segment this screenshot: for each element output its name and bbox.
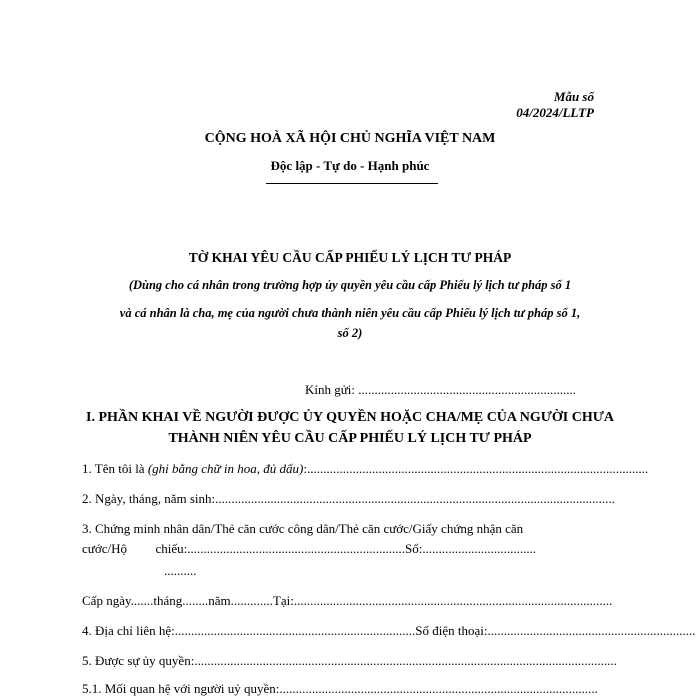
field-id-number-label: Số: <box>404 541 423 556</box>
recipient-input[interactable]: ................................................................... <box>358 382 577 397</box>
field-issue-month-label: tháng <box>153 593 183 608</box>
field-address <box>82 623 696 639</box>
field-id-number-input[interactable]: ................................... <box>422 541 537 556</box>
field-issue-day-label: Cấp ngày <box>82 593 131 608</box>
field-full-name-label: 1. Tên tôi là <box>82 461 148 476</box>
field-issue-day-input[interactable]: ....... <box>130 593 154 608</box>
form-number-code: 04/2024/LLTP <box>516 105 594 120</box>
field-birth-date-input[interactable]: ........................................................................................................................... <box>215 491 615 506</box>
country-motto: Độc lập - Tự do - Hạnh phúc <box>270 158 430 173</box>
section1-title-line1: I. PHẦN KHAI VỀ NGƯỜI ĐƯỢC ỦY QUYỀN HOẶC CHA/MẸ CỦA NGƯỜI CHƯA <box>86 410 614 425</box>
section1-title-line2: THÀNH NIÊN YÊU CẦU CẤP PHIẾU LÝ LỊCH TƯ PHÁP <box>168 431 532 446</box>
document-title: TỜ KHAI YÊU CẦU CẤP PHIẾU LÝ LỊCH TƯ PHÁP <box>188 250 512 265</box>
field-relationship <box>82 681 598 697</box>
field-issue-place-label: Tại: <box>272 593 294 608</box>
field-authorized-by <box>82 653 617 669</box>
field-address-input[interactable]: .......................................................................... <box>174 623 416 638</box>
field-phone-label: Số điện thoại: <box>415 623 488 638</box>
field-issue-year-label: năm <box>208 593 231 608</box>
field-id-doc-line2 <box>82 541 536 557</box>
document-subtitle-line2: và cá nhân là cha, mẹ của người chưa thành niên yêu cầu cấp Phiếu lý lịch tư pháp số 1, <box>119 306 581 320</box>
field-id-doc-label-b: chiếu: <box>155 541 188 556</box>
field-id-doc-line3[interactable]: .......... <box>164 563 197 578</box>
field-birth-date <box>82 491 615 507</box>
field-full-name <box>82 461 648 477</box>
field-issue-info <box>82 593 612 609</box>
field-issue-year-input[interactable]: ............. <box>230 593 273 608</box>
field-id-doc-line1: 3. Chứng minh nhân dân/Thẻ căn cước công dân/Thẻ căn cước/Giấy chứng nhận căn <box>82 521 524 536</box>
form-number-label: Mẫu số <box>553 89 594 104</box>
country-header: CỘNG HOÀ XÃ HỘI CHỦ NGHĨA VIỆT NAM <box>204 131 496 146</box>
field-issue-month-input[interactable]: ........ <box>182 593 209 608</box>
field-authorized-by-input[interactable]: .................................................................................................................................. <box>194 653 617 668</box>
field-relationship-input[interactable]: .................................................................................................. <box>279 681 598 696</box>
field-issue-place-input[interactable]: .................................................................................................. <box>293 593 613 608</box>
field-full-name-hint: (ghi bằng chữ in hoa, đủ dấu) <box>147 461 304 476</box>
field-id-doc-label-a: cước/Hộ <box>82 541 127 556</box>
field-full-name-input[interactable]: :......................................................................................................... <box>303 461 649 476</box>
field-relationship-label: 5.1. Mối quan hệ với người uỷ quyền: <box>82 681 280 696</box>
document-subtitle-line1: (Dùng cho cá nhân trong trường hợp ủy quyền yêu cầu cấp Phiếu lý lịch tư pháp số 1 <box>128 278 572 292</box>
motto-underline <box>266 183 438 184</box>
field-birth-date-label: 2. Ngày, tháng, năm sinh: <box>82 491 216 506</box>
field-id-doc-input[interactable]: ................................................................... <box>187 541 405 556</box>
recipient-line <box>305 382 576 398</box>
field-authorized-by-label: 5. Được sự ủy quyền: <box>82 653 195 668</box>
recipient-label: Kính gửi: <box>305 382 356 397</box>
field-address-label: 4. Địa chỉ liên hệ: <box>82 623 175 638</box>
field-phone-input[interactable]: ................................................................ <box>487 623 696 638</box>
document-subtitle-line3: số 2) <box>337 326 363 340</box>
